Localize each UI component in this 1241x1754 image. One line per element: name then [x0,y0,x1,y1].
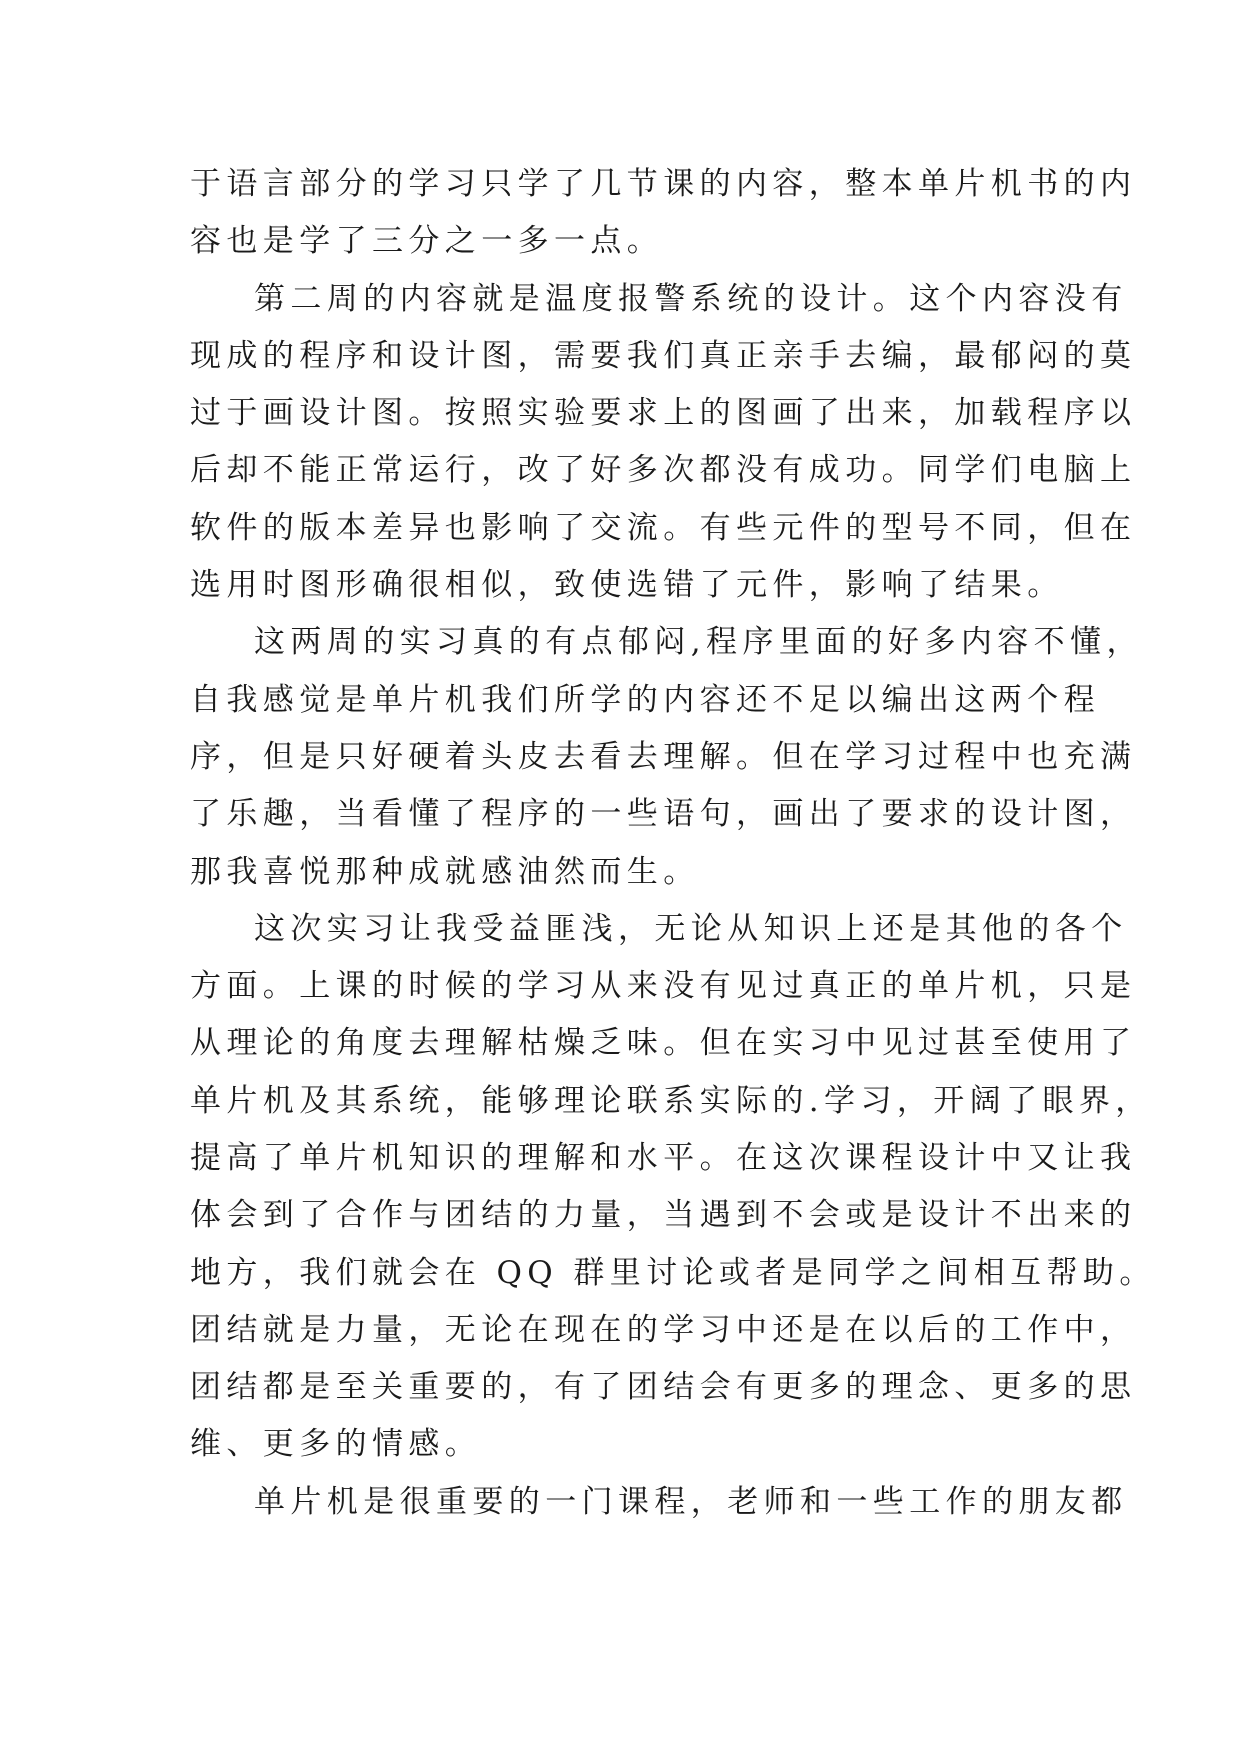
text-line: 那我喜悦那种成就感油然而生。 [190,854,700,890]
text-line: 团结都是至关重要的，有了团结会有更多的理念、更多的思 [190,1369,1137,1405]
paragraph-start-line: 这两周的实习真的有点郁闷,程序里面的好多内容不懂， [254,624,1143,660]
text-line: 现成的程序和设计图，需要我们真正亲手去编，最郁闷的莫 [190,338,1137,374]
text-line: 团结就是力量，无论在现在的学习中还是在以后的工作中， [190,1312,1137,1348]
paragraph-start-line: 第二周的内容就是温度报警系统的设计。这个内容没有 [254,281,1128,317]
text-line: 了乐趣，当看懂了程序的一些语句，画出了要求的设计图， [190,796,1137,832]
text-line: 从理论的角度去理解枯燥乏味。但在实习中见过甚至使用了 [190,1025,1137,1061]
text-line: 单片机及其系统，能够理论联系实际的.学习，开阔了眼界， [190,1083,1152,1119]
text-line: 选用时图形确很相似，致使选错了元件，影响了结果。 [190,567,1064,603]
text-line: 方面。上课的时候的学习从来没有见过真正的单片机，只是 [190,968,1137,1004]
text-line: 自我感觉是单片机我们所学的内容还不足以编出这两个程 [190,682,1100,718]
paragraph-start-line: 单片机是很重要的一门课程，老师和一些工作的朋友都 [254,1484,1128,1520]
text-line: 体会到了合作与团结的力量，当遇到不会或是设计不出来的 [190,1197,1137,1233]
paragraph-start-line: 这次实习让我受益匪浅，无论从知识上还是其他的各个 [254,911,1128,947]
text-line: 维、更多的情感。 [190,1426,482,1462]
text-line: 后却不能正常运行，改了好多次都没有成功。同学们电脑上 [190,452,1137,488]
text-line: 地方，我们就会在 QQ 群里讨论或者是同学之间相互帮助。 [190,1255,1156,1291]
text-line: 容也是学了三分之一多一点。 [190,223,664,259]
text-line: 于语言部分的学习只学了几节课的内容，整本单片机书的内 [190,166,1137,202]
text-line: 软件的版本差异也影响了交流。有些元件的型号不同，但在 [190,510,1137,546]
text-line: 序，但是只好硬着头皮去看去理解。但在学习过程中也充满 [190,739,1137,775]
text-line: 过于画设计图。按照实验要求上的图画了出来，加载程序以 [190,395,1137,431]
text-line: 提高了单片机知识的理解和水平。在这次课程设计中又让我 [190,1140,1137,1176]
